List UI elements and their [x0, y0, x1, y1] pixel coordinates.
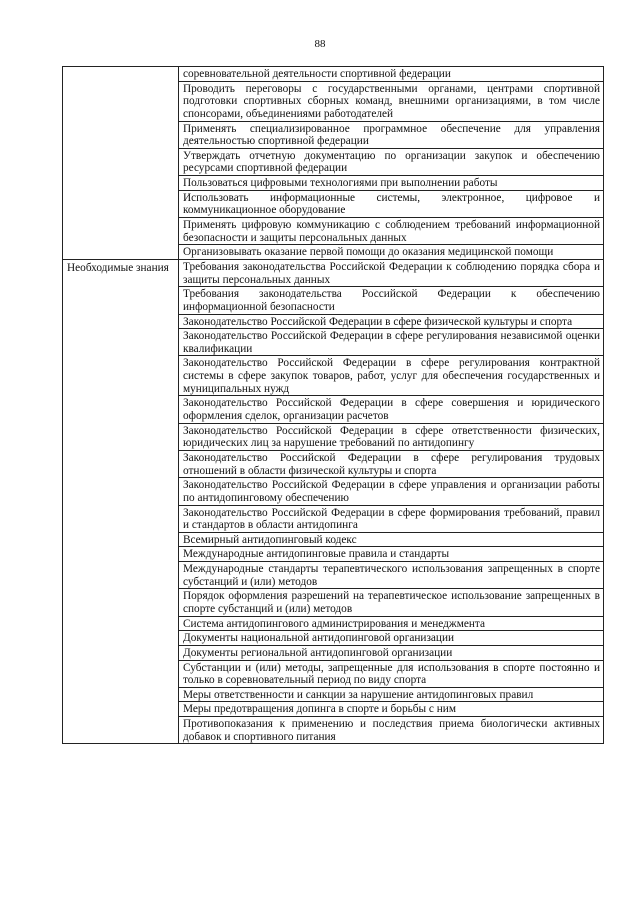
requirement-item: соревновательной деятельности спортивной федерации: [179, 67, 604, 82]
requirement-item: Законодательство Российской Федерации в сфере совершения и юридического оформления сделок, организации расчетов: [179, 396, 604, 423]
requirement-item: Меры предотвращения допинга в спорте и борьбы с ним: [179, 702, 604, 717]
requirement-item: Законодательство Российской Федерации в сфере формирования требований, правил и стандартов в области антидопинга: [179, 505, 604, 532]
requirement-item: Утверждать отчетную документацию по организации закупок и обеспечению ресурсами спортивной федерации: [179, 148, 604, 175]
table-row: [63, 259, 604, 286]
requirement-item: Законодательство Российской Федерации в сфере ответственности физических, юридических лиц за нарушение требований по антидопингу: [179, 423, 604, 450]
requirement-item: Документы региональной антидопинговой организации: [179, 645, 604, 660]
requirement-item: Организовывать оказание первой помощи до оказания медицинской помощи: [179, 245, 604, 260]
requirement-item: Законодательство Российской Федерации в сфере регулирования контрактной системы в сфере закупок товаров, работ, услуг для обеспечения государственных и муниципальных нужд: [179, 356, 604, 396]
requirement-item: Порядок оформления разрешений на терапевтическое использование запрещенных в спорте субстанций и (или) методов: [179, 589, 604, 616]
requirement-item: Законодательство Российской Федерации в сфере регулирования независимой оценки квалификации: [179, 329, 604, 356]
section-label: Необходимые знания: [67, 261, 169, 274]
requirement-item: Использовать информационные системы, электронное, цифровое и коммуникационное оборудование: [179, 190, 604, 217]
table-body: [63, 67, 604, 744]
page-number: 88: [314, 38, 326, 50]
section-label: [67, 68, 175, 69]
requirement-item: Применять цифровую коммуникацию с соблюдением требований информационной безопасности и защиты персональных данных: [179, 218, 604, 245]
requirement-item: Противопоказания к применению и последствия приема биологически активных добавок и спортивного питания: [179, 717, 604, 744]
requirement-item: Пользоваться цифровыми технологиями при выполнении работы: [179, 176, 604, 191]
requirement-item: Законодательство Российской Федерации в сфере управления и организации работы по антидопинговому обеспечению: [179, 478, 604, 505]
requirement-item: Требования законодательства Российской Федерации к обеспечению информационной безопасности: [179, 287, 604, 314]
requirement-item: Документы национальной антидопинговой организации: [179, 631, 604, 646]
requirement-item: Меры ответственности и санкции за нарушение антидопинговых правил: [179, 687, 604, 702]
requirement-item: Требования законодательства Российской Федерации к соблюдению порядка сбора и защиты персональных данных: [179, 259, 604, 286]
requirement-item: Международные стандарты терапевтического использования запрещенных в спорте субстанций и (или) методов: [179, 562, 604, 589]
requirement-item: Система антидопингового администрирования и менеджмента: [179, 616, 604, 631]
requirement-item: Законодательство Российской Федерации в сфере регулирования трудовых отношений в области физической культуры и спорта: [179, 450, 604, 477]
section-label-cell: [63, 67, 179, 260]
requirement-item: Международные антидопинговые правила и стандарты: [179, 547, 604, 562]
requirement-item: Применять специализированное программное обеспечение для управления деятельностью спортивной федерации: [179, 121, 604, 148]
requirement-item: Всемирный антидопинговый кодекс: [179, 532, 604, 547]
table-row: [63, 67, 604, 82]
requirement-item: Субстанции и (или) методы, запрещенные для использования в спорте постоянно и только в соревновательный период по виду спорта: [179, 660, 604, 687]
requirement-item: Проводить переговоры с государственными органами, центрами спортивной подготовки спортивных сборных команд, внешними организациями, в том числе спонсорами, объединениями работодателей: [179, 81, 604, 121]
requirements-table: [62, 66, 604, 744]
requirement-item: Законодательство Российской Федерации в сфере физической культуры и спорта: [179, 314, 604, 329]
section-label-cell: [63, 259, 179, 743]
